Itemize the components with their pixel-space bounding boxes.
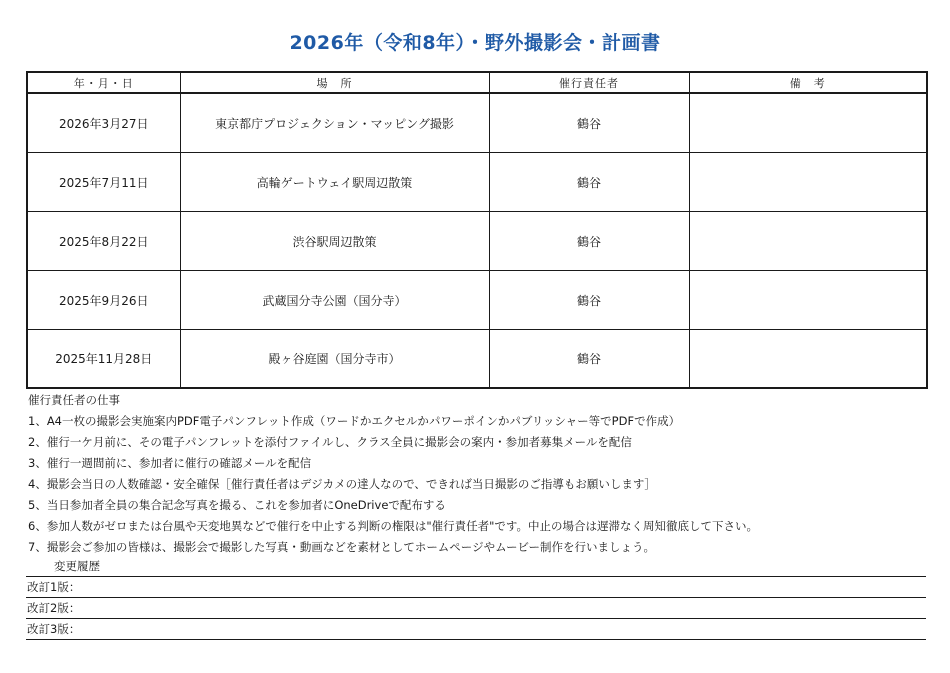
header-date: 年・月・日 — [27, 72, 180, 93]
cell-place: 高輪ゲートウェイ駅周辺散策 — [180, 153, 489, 212]
duty-item: 7、撮影会ご参加の皆様は、撮影会で撮影した写真・動画などを素材としてホームページやムービー制作を行いましょう。 — [28, 540, 656, 554]
page-title: 2026年（令和8年）・野外撮影会・計画書 — [289, 32, 661, 54]
cell-place: 殿ヶ谷庭園（国分寺市） — [180, 330, 489, 389]
cell-date: 2025年11月28日 — [27, 330, 180, 389]
cell-notes — [689, 153, 927, 212]
schedule-table — [26, 71, 928, 389]
cell-date: 2025年7月11日 — [27, 153, 180, 212]
cell-place: 渋谷駅周辺散策 — [180, 212, 489, 271]
cell-date: 2026年3月27日 — [27, 93, 180, 153]
history-label: 変更履歴 — [54, 559, 100, 573]
table-row — [27, 153, 927, 212]
duty-item: 5、当日参加者全員の集合記念写真を撮る、これを参加者にOneDriveで配布する — [28, 498, 446, 512]
cell-leader: 鶴谷 — [489, 153, 689, 212]
revision-history — [26, 576, 926, 640]
cell-notes — [689, 271, 927, 330]
duty-item: 2、催行一ケ月前に、その電子パンフレットを添付ファイルし、クラス全員に撮影会の案内・参加者募集メールを配信 — [28, 435, 632, 449]
cell-leader: 鶴谷 — [489, 212, 689, 271]
header-leader: 催行責任者 — [489, 72, 689, 93]
table-row — [27, 212, 927, 271]
header-notes: 備 考 — [689, 72, 927, 93]
cell-notes — [689, 330, 927, 389]
cell-place: 東京都庁プロジェクション・マッピング撮影 — [180, 93, 489, 153]
cell-leader: 鶴谷 — [489, 330, 689, 389]
duty-item: 3、催行一週間前に、参加者に催行の確認メールを配信 — [28, 456, 312, 470]
duty-item: 1、A4一枚の撮影会実施案内PDF電子パンフレット作成（ワードかエクセルかパワーポインかパブリッシャー等でPDFで作成） — [28, 414, 681, 428]
revision-row: 改訂1版： — [26, 577, 926, 598]
duty-item: 6、参加人数がゼロまたは台風や天変地異などで催行を中止する判断の権限は"催行責任者"です。中止の場合は遅滞なく周知徹底して下さい。 — [28, 519, 758, 533]
revision-row: 改訂3版： — [26, 619, 926, 640]
cell-notes — [689, 212, 927, 271]
table-row — [27, 93, 927, 153]
duty-item: 4、撮影会当日の人数確認・安全確保［催行責任者はデジカメの達人なので、できれば当日撮影のご指導もお願いします］ — [28, 477, 656, 491]
header-place: 場 所 — [180, 72, 489, 93]
duties-section — [28, 393, 938, 561]
cell-date: 2025年9月26日 — [27, 271, 180, 330]
cell-leader: 鶴谷 — [489, 93, 689, 153]
cell-leader: 鶴谷 — [489, 271, 689, 330]
table-row — [27, 330, 927, 389]
cell-notes — [689, 93, 927, 153]
cell-date: 2025年8月22日 — [27, 212, 180, 271]
revision-row: 改訂2版： — [26, 598, 926, 619]
table-row — [27, 271, 927, 330]
table-header-row — [27, 72, 927, 93]
duties-heading: 催行責任者の仕事 — [28, 393, 120, 407]
cell-place: 武蔵国分寺公園（国分寺） — [180, 271, 489, 330]
